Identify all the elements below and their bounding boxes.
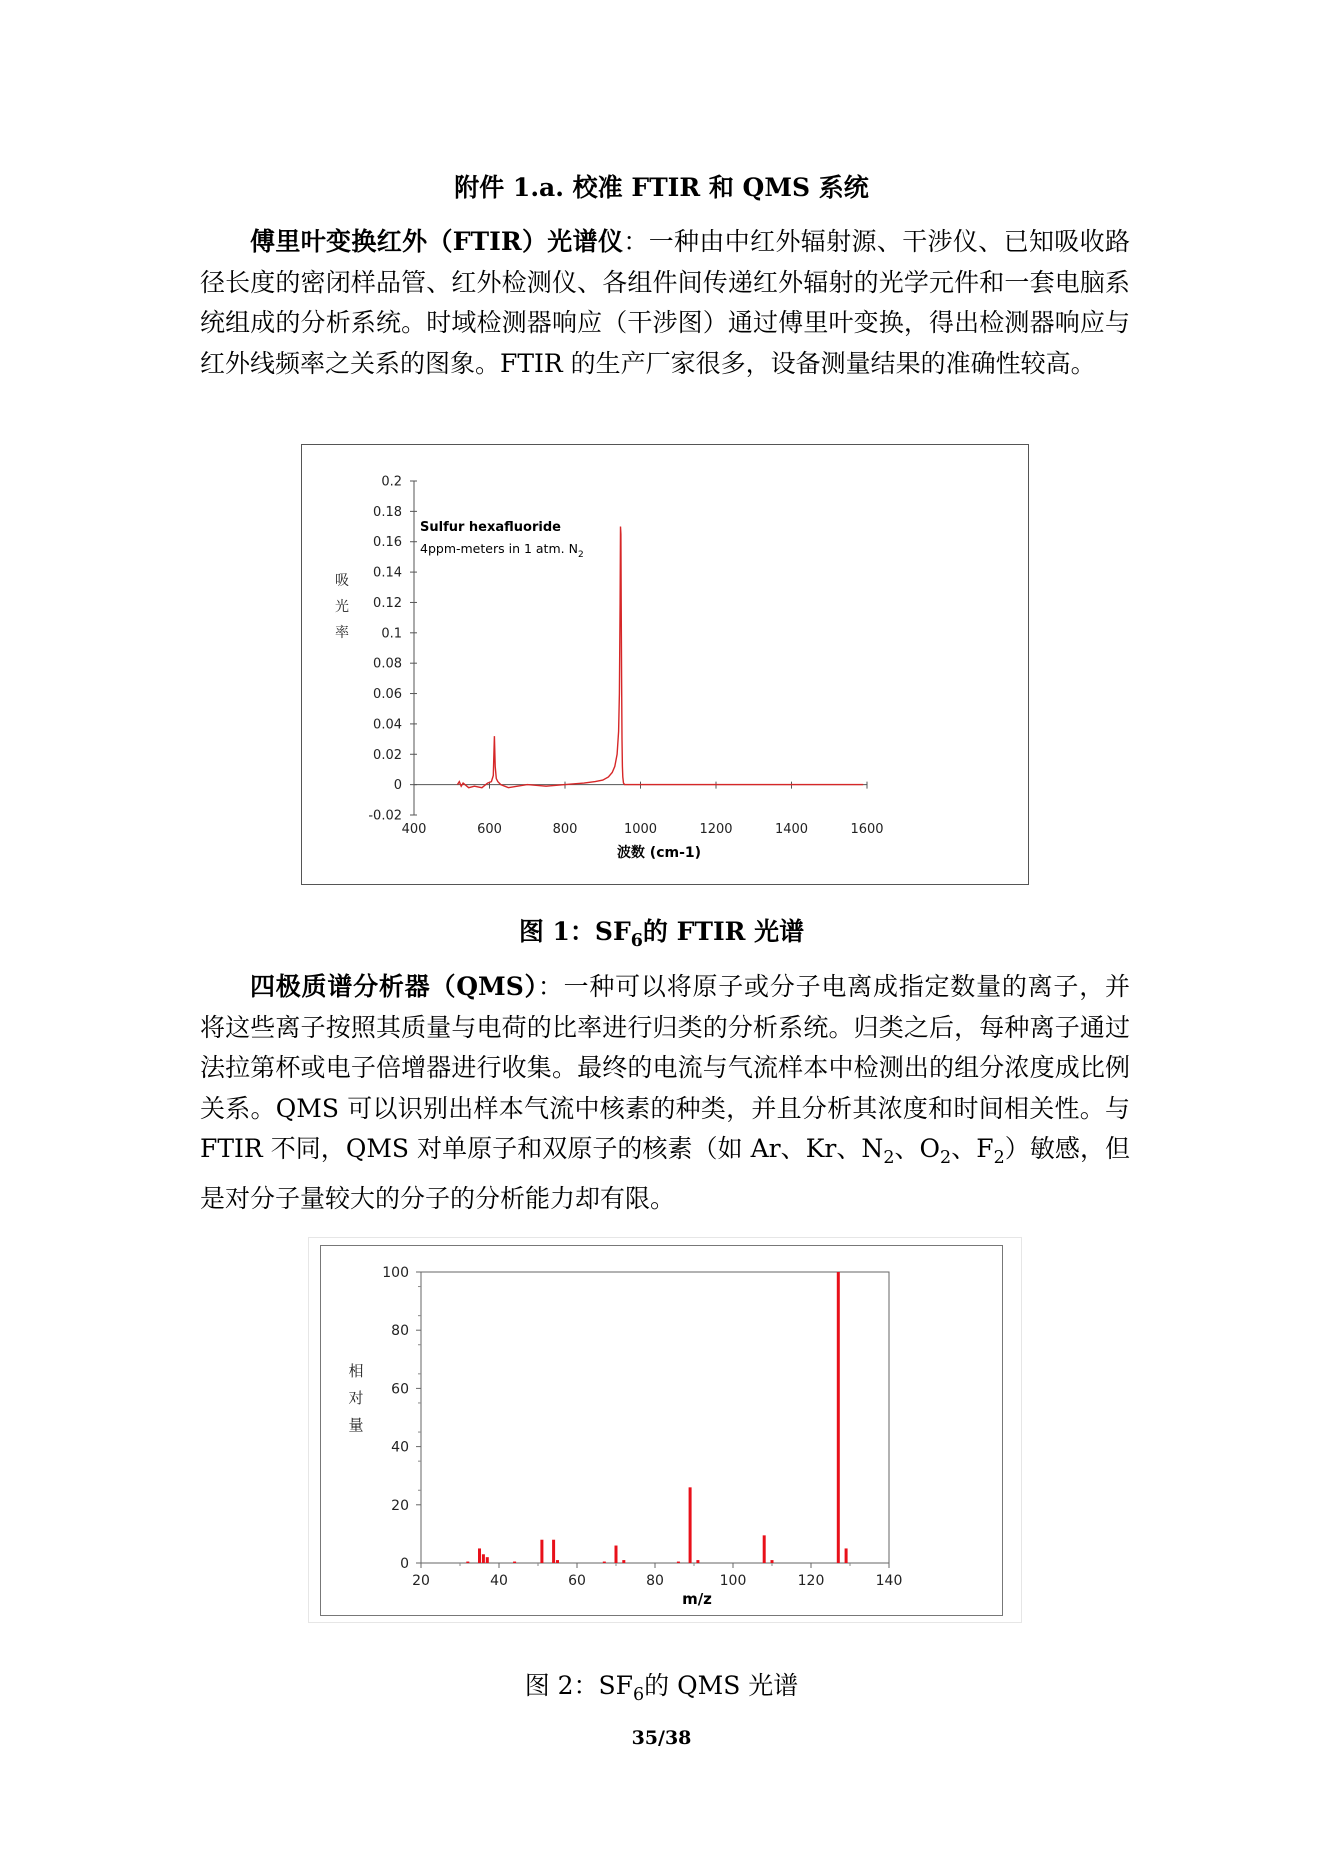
qms-bar [677, 1562, 680, 1563]
qms-bar [615, 1546, 618, 1563]
ftir-x-tick-label: 400 [401, 822, 427, 837]
ftir-x-tick-label: 1400 [774, 822, 809, 837]
qms-bar [478, 1548, 481, 1563]
qms-bar [466, 1562, 469, 1563]
qms-bar [622, 1560, 625, 1563]
qms-bars [466, 1272, 847, 1563]
ftir-y-tick-label: 0.1 [381, 626, 402, 642]
qms-x-tick-label: 80 [646, 1573, 664, 1589]
ftir-y-tick-label: 0.18 [373, 504, 402, 520]
qms-tick-labels [382, 1265, 902, 1589]
qms-bar [513, 1562, 516, 1563]
qms-term: 四极质谱分析器（QMS） [250, 972, 538, 1001]
figure2-caption: 图 2：$SF_6$的 QMS 光谱 [524, 1671, 799, 1705]
ftir-y-tick-label: 0 [393, 778, 402, 794]
ftir-annotation-line1: Sulfur hexafluoride [420, 520, 561, 535]
ftir-x-tick-label: 800 [552, 822, 578, 837]
qms-x-axis-label: m/z [682, 1590, 712, 1608]
ftir-x-tick-label: 1000 [623, 822, 658, 837]
qms-x-tick-label: 60 [568, 1573, 586, 1589]
qms-bar [837, 1272, 840, 1563]
ftir-y-tick-label: 0.02 [373, 747, 402, 763]
page-number: 35/38 [631, 1727, 692, 1749]
qms-x-tick-label: 20 [412, 1573, 430, 1589]
qms-y-tick-label: 100 [382, 1265, 409, 1281]
qms-x-tick-label: 120 [797, 1573, 825, 1589]
ftir-y-tick-label: 0.06 [373, 687, 402, 703]
ftir-term: 傅里叶变换红外（FTIR）光谱仪 [250, 227, 624, 256]
figure1-caption: 图 1：$SF_6$的 FTIR 光谱 [518, 917, 805, 951]
ftir-series-line [457, 527, 863, 788]
ftir-figure-frame [301, 444, 1029, 885]
ftir-y-tick-label: 0.04 [373, 717, 402, 733]
ftir-x-tick-label: 600 [477, 822, 502, 837]
ftir-paragraph [200, 222, 1130, 384]
ftir-y-tick-label: 0.12 [373, 595, 402, 611]
ftir-y-label-char: 率 [335, 625, 349, 641]
ftir-x-tick-label: 1200 [699, 822, 733, 837]
qms-bar [603, 1562, 606, 1563]
qms-y-tick-label: 80 [391, 1323, 409, 1340]
ftir-y-tick-label: -0.02 [368, 808, 402, 824]
ftir-y-tick-label: 0.08 [373, 656, 402, 672]
qms-y-axis-label [348, 1362, 363, 1434]
qms-bar [540, 1540, 543, 1563]
qms-bar [763, 1535, 766, 1563]
ftir-x-axis-label: 波数 (cm-1) [616, 845, 702, 861]
qms-bar [845, 1548, 848, 1563]
qms-y-label-char: 量 [348, 1416, 364, 1434]
qms-x-tick-label: 100 [719, 1573, 747, 1589]
qms-paragraph: 四极质谱分析器（QMS）：一种可以将原子或分子电离成指定数量的离子，并将这些离子按照其质量与电荷的比率进行归类的分析系统。归类之后，每种离子通过法拉第杯或电子倍增器进行收集。最终的电流与气流样本中检测出的组分浓度成比例关系。QMS 可以识别出样本气流中核素的种类，并且分析其浓度和时间相关性。与 FTIR 不同，QMS 对单原子和双原子的核素（如 Ar、Kr、$N_2$、$O_2$、$F_2$）敏感，但是对分子量较大的分子的分析能力却有限。 [200, 972, 1130, 1213]
qms-axes [416, 1272, 889, 1568]
qms-bar [556, 1560, 559, 1563]
ftir-y-axis-label [335, 573, 349, 641]
ftir-chart [302, 445, 1027, 883]
ftir-x-tick-label: 1600 [850, 822, 884, 837]
qms-x-tick-label: 40 [490, 1573, 508, 1589]
appendix-heading: 附件 1.a. 校准 FTIR 和 QMS 系统 [454, 173, 869, 202]
qms-y-tick-label: 0 [400, 1556, 409, 1572]
qms-y-tick-label: 40 [391, 1439, 409, 1456]
qms-bar [689, 1487, 692, 1563]
qms-figure-frame [320, 1245, 1003, 1616]
qms-bar [552, 1540, 555, 1563]
qms-bar [696, 1560, 699, 1563]
ftir-description: ：一种由中红外辐射源、干涉仪、已知吸收路径长度的密闭样品管、红外检测仪、各组件间传递红外辐射的光学元件和一套电脑系统组成的分析系统。时域检测器响应（干涉图）通过傅里叶变换，得出检测器响应与红外线频率之关系的图象。FTIR 的生产厂家很多，设备测量结果的准确性较高。 [200, 227, 1130, 378]
qms-bar [482, 1554, 485, 1563]
qms-x-tick-label: 140 [875, 1573, 903, 1589]
qms-y-label-char: 相 [348, 1362, 364, 1380]
qms-plot-area [421, 1272, 889, 1563]
qms-bar [771, 1560, 774, 1563]
ftir-y-tick-label: 0.2 [381, 474, 402, 490]
qms-y-label-char: 对 [348, 1389, 364, 1407]
ftir-y-label-char: 吸 [335, 573, 349, 589]
ftir-annotation-line2: 4ppm-meters in 1 atm. $N_2$ [420, 541, 584, 560]
qms-chart [321, 1246, 1001, 1614]
qms-y-tick-label: 60 [391, 1381, 409, 1398]
ftir-y-label-char: 光 [335, 599, 349, 615]
qms-bar [486, 1557, 489, 1563]
ftir-y-tick-label: 0.14 [373, 565, 402, 581]
qms-y-tick-label: 20 [391, 1497, 409, 1514]
ftir-y-tick-label: 0.16 [373, 535, 402, 551]
